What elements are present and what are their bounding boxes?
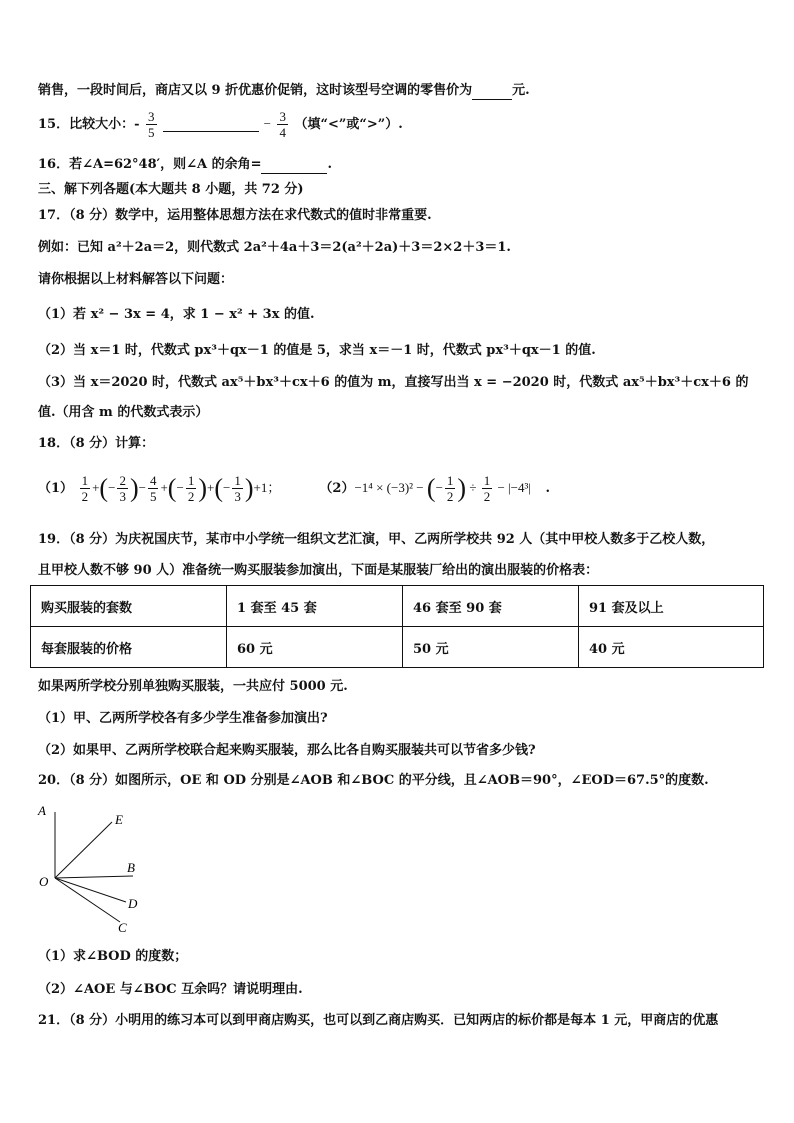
q15-answer-blank[interactable] (163, 117, 259, 132)
answer-blank[interactable] (472, 85, 512, 100)
q19-after: 如果两所学校分别单独购买服装，一共应付 5000 元. (38, 679, 348, 694)
q18-frac-7: $\frac{1}{2}$ (483, 473, 491, 504)
q18-frac-5: $\frac{1}{3}$ (234, 473, 241, 504)
table-cell: 46 套至 90 套 (403, 586, 579, 627)
q17-part3b: 值.（用含 m 的代数式表示） (38, 405, 209, 420)
q18-frac-6: $\frac{1}{2}$ (446, 473, 454, 504)
q15-minus: − (263, 116, 271, 131)
table-cell: 50 元 (403, 627, 579, 668)
label-c: C (118, 920, 127, 935)
q17-part1: （1）若 x² − 3x = 4，求 1 − x² + 3x 的值. (38, 307, 315, 322)
q18-divide: ÷ (466, 480, 480, 495)
q15-line (38, 108, 403, 141)
table-cell: 购买服装的套数 (31, 586, 227, 627)
q15-label: 15．比较大小：- (38, 117, 140, 132)
ray-oc (55, 878, 120, 922)
table-cell: 1 套至 45 套 (227, 586, 403, 627)
q16-text: 16．若∠A=62°48′，则∠A 的余角= (38, 157, 262, 172)
table-cell: 60 元 (227, 627, 403, 668)
table-row (31, 627, 764, 668)
label-e: E (115, 812, 123, 827)
q16-answer-blank[interactable] (261, 159, 327, 174)
label-b: B (127, 860, 135, 875)
q18-frac-3: $\frac{4}{5}$ (149, 473, 157, 504)
q18-part1-label: （1） (38, 481, 74, 496)
price-table (30, 585, 764, 668)
q18-intro: 18．（8 分）计算： (38, 436, 155, 451)
table-row (31, 586, 764, 627)
table-cell: 40 元 (579, 627, 764, 668)
ray-oe (55, 822, 112, 878)
q16-suffix: . (327, 157, 333, 172)
q18-part2-label: （2） (319, 481, 355, 496)
q18-expressions: （1） $\frac{1}{2}$ +(− $\frac{2}{3}$ )− $\frac{4}{5}$ +(− $\frac{1}{2}$ )+(− $\frac{1}{3}$ )+1； （2）−1⁴ × (−3)² − (− $\frac{1}{2}$ ) ÷ $\frac{1}{2}$ − |−4³| . (38, 473, 551, 504)
q18-part1-tail: +1； (253, 480, 281, 495)
q14-tail-suffix: 元. (512, 83, 530, 98)
label-a: A (38, 803, 46, 818)
q18-frac-2: $\frac{2}{3}$ (119, 473, 126, 504)
q17-prompt: 请你根据以上材料解答以下问题： (38, 272, 234, 287)
q19-line1: 19．（8 分）为庆祝国庆节，某市中小学统一组织文艺汇演，甲、乙两所学校共 92 人（其中甲校人数多于乙校人数， (38, 532, 715, 547)
q17-intro: 17．（8 分）数学中，运用整体思想方法在求代数式的值时非常重要. (38, 208, 432, 223)
q18-part2-end: . (545, 481, 551, 496)
ray-od (55, 878, 126, 902)
q19-line2: 且甲校人数不够 90 人）准备统一购买服装参加演出，下面是某服装厂给出的演出服装的价格表： (38, 563, 599, 578)
q18-part2-tail: − |−4³| (494, 480, 531, 495)
q18-frac-1: $\frac{1}{2}$ (81, 473, 89, 504)
q16-line (38, 156, 332, 174)
q17-example: 例如：已知 a²＋2a＝2，则代数式 2a²＋4a＋3＝2(a²＋2a)＋3＝2×2＋3＝1. (38, 240, 511, 255)
angle-figure (30, 800, 170, 940)
q15-fraction-b: $\frac{3}{4}$ (279, 109, 286, 140)
table-cell: 91 套及以上 (579, 586, 764, 627)
q15-hint: （填“<”或“>”）. (294, 117, 403, 132)
q14-tail-text: 销售，一段时间后，商店又以 9 折优惠价促销，这时该型号空调的零售价为 (38, 83, 473, 98)
q18-part2-pre: −1⁴ × (−3)² − (354, 480, 427, 495)
q20-intro: 20．（8 分）如图所示，OE 和 OD 分别是∠AOB 和∠BOC 的平分线，且∠AOB＝90°，∠EOD＝67.5°的度数. (38, 773, 709, 788)
q17-part3a: （3）当 x＝2020 时，代数式 ax⁵＋bx³＋cx＋6 的值为 m，直接写出当 x = −2020 时，代数式 ax⁵＋bx³＋cx＋6 的 (38, 375, 749, 390)
table-cell: 每套服装的价格 (31, 627, 227, 668)
q20-part1: （1）求∠BOD 的度数； (38, 949, 188, 964)
section-heading: 三、解下列各题(本大题共 8 小题，共 72 分) (38, 182, 304, 197)
q18-frac-4: $\frac{1}{2}$ (187, 473, 195, 504)
q19-part1: （1）甲、乙两所学校各有多少学生准备参加演出? (38, 711, 328, 726)
q17-part2: （2）当 x＝1 时，代数式 px³＋qx－1 的值是 5，求当 x＝－1 时，代数式 px³＋qx－1 的值. (38, 343, 596, 358)
q21-line1: 21．（8 分）小明用的练习本可以到甲商店购买，也可以到乙商店购买．已知两店的标价都是每本 1 元，甲商店的优惠 (38, 1013, 719, 1028)
q20-part2: （2）∠AOE 与∠BOC 互余吗？请说明理由. (38, 982, 303, 997)
label-d: D (128, 896, 138, 911)
ray-ob (55, 876, 133, 878)
q14-tail-line (38, 82, 530, 100)
label-o: O (39, 874, 49, 889)
q15-fraction-a: $\frac{3}{5}$ (148, 109, 155, 140)
q19-part2: （2）如果甲、乙两所学校联合起来购买服装，那么比各自购买服装共可以节省多少钱? (38, 743, 536, 758)
